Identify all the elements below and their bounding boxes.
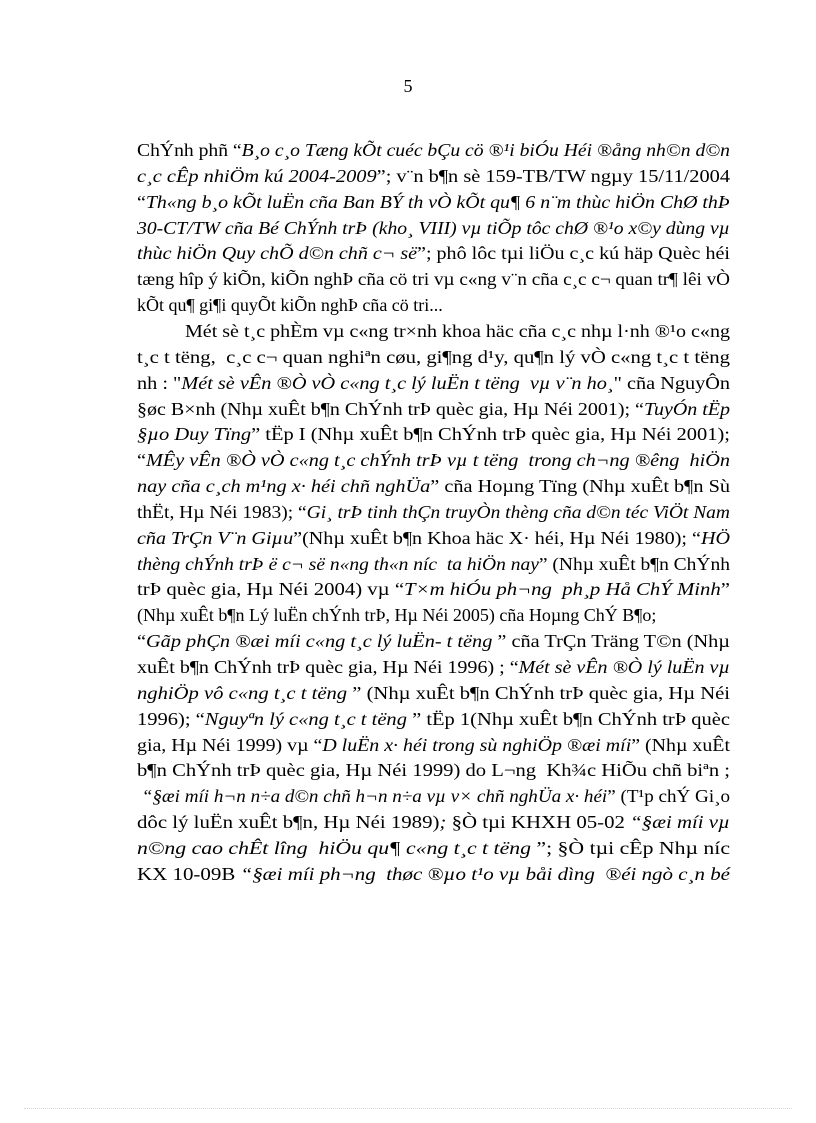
text-line: [137, 268, 730, 290]
italic-text-run: Mét sè vÊn ®Ò vÒ c«ng t¸c lý luËn t tëng vµ v¨n ho¸: [181, 373, 614, 393]
italic-text-run: “§æi míi ph¬ng thøc ®µo t¹o vµ båi dìng ®éi ngò c¸n bé: [240, 864, 730, 884]
text-line: [137, 863, 730, 885]
text-line: [137, 398, 730, 420]
italic-text-run: §µo Duy Tïng: [137, 424, 252, 444]
italic-text-run: n©ng cao chÊt lîng hiÖu qu¶ c«ng t¸c t tëng: [137, 838, 531, 858]
text-line: [137, 578, 730, 600]
italic-text-run: MÊy vÊn ®Ò vÒ c«ng t¸c chÝnh trÞ vµ t tëng trong ch¬ng ®êng hiÖn: [146, 450, 730, 470]
text-run: tæng hîp ý kiÕn, kiÕn nghÞ cña cö tri vµ c«ng v¨n cña c¸c c¬ quan tr¶ lêi vÒ: [137, 269, 730, 289]
italic-text-run: Nguyªn lý c«ng t¸c t tëng: [204, 709, 407, 729]
text-run: ChÝnh phñ “: [137, 140, 242, 160]
text-line: [185, 320, 730, 342]
text-run: §øc B×nh (Nhµ xuÊt b¶n ChÝnh trÞ quèc gia, Hµ Néi 2001); “: [137, 399, 644, 419]
text-run: nh : ": [137, 373, 182, 393]
text-run: “: [137, 631, 147, 651]
text-run: " cña NguyÔn: [613, 373, 731, 393]
page-bottom-divider: [24, 1108, 792, 1109]
text-run: Mét sè t¸c phÈm vµ c«ng tr×nh khoa häc cña c¸c nhµ l·nh ®¹o c«ng: [185, 321, 730, 341]
italic-text-run: “§æi míi h¬n n÷a d©n chñ h¬n n÷a vµ v× chñ nghÜa x· héi: [137, 786, 608, 806]
text-run: §Ò tµi KHXH 05-02: [446, 812, 631, 832]
text-run: ” (Nhµ xuÊt b¶n ChÝnh: [538, 554, 731, 574]
text-line: [137, 527, 730, 549]
italic-text-run: c¸c cÊp nhiÖm kú 2004-2009: [137, 166, 377, 186]
text-run: thËt, Hµ Néi 1983); “: [137, 502, 307, 522]
italic-text-run: 30-CT/TW cña Bé ChÝnh trÞ (kho¸ VIII) vµ tiÕp tôc chØ ®¹o x©y dùng vµ: [137, 218, 731, 238]
italic-text-run: thèng chÝnh trÞ ë c¬ së n«ng th«n níc ta hiÖn nay: [137, 554, 539, 574]
italic-text-run: TuyÓn tËp: [643, 399, 731, 419]
text-run: “: [137, 192, 146, 212]
text-run: ”; v¨n b¶n sè 159-TB/TW ngµy 15/11/2004: [376, 166, 730, 186]
text-run: ” tËp 1(Nhµ xuÊt b¶n ChÝnh trÞ quèc: [406, 709, 731, 729]
italic-text-run: cña TrÇn V¨n Giµu: [137, 528, 294, 548]
text-line: [137, 759, 730, 781]
italic-text-run: T×m hiÓu ph¬ng ph¸p Hå ChÝ Minh: [404, 579, 721, 599]
text-line: [137, 139, 730, 161]
text-run: ” (Nhµ xuÊt b¶n ChÝnh trÞ quèc gia, Hµ Néi: [347, 683, 731, 703]
italic-text-run: nghiÖp vô c«ng t¸c t tëng: [137, 683, 348, 703]
text-line: [137, 191, 730, 213]
text-line: [137, 423, 730, 445]
italic-text-run: Gãp phÇn ®æi míi c«ng t¸c lý luËn- t tëng: [146, 631, 493, 651]
text-line: [137, 475, 730, 497]
text-run: ”: [720, 579, 730, 599]
text-line: [137, 734, 730, 756]
italic-text-run: HÖ: [700, 528, 730, 548]
text-run: t¸c t tëng, c¸c c¬ quan nghiªn cøu, gi¶ng d¹y, qu¶n lý vÒ c«ng t¸c t tëng: [137, 347, 730, 367]
text-line: [137, 785, 730, 807]
italic-text-run: ;: [439, 812, 447, 832]
text-run: gia, Hµ Néi 1999) vµ “: [137, 735, 323, 755]
text-run: xuÊt b¶n ChÝnh trÞ quèc gia, Hµ Néi 1996) ; “: [137, 657, 519, 677]
text-line: [137, 449, 730, 471]
text-line: [137, 604, 656, 626]
text-run: (Nhµ xuÊt b¶n Lý luËn chÝnh trÞ, Hµ Néi 2005) cña Hoµng ChÝ B¶o;: [137, 605, 657, 625]
text-line: [137, 682, 730, 704]
text-line: [137, 346, 730, 368]
page-number: 5: [403, 76, 413, 96]
text-run: ”; phô lôc tµi liÖu c¸c kú häp Quèc héi: [417, 243, 730, 263]
text-run: ” cña Hoµng Tïng (Nhµ xuÊt b¶n Sù: [430, 476, 731, 496]
text-run: kÕt qu¶ gi¶i quyÕt kiÕn nghÞ cña cö tri...: [137, 295, 443, 315]
italic-text-run: nay cña c¸ch m¹ng x· héi chñ nghÜa: [137, 476, 431, 496]
text-line: [137, 501, 730, 523]
text-line: [137, 217, 730, 239]
text-run: trÞ quèc gia, Hµ Néi 2004) vµ “: [137, 579, 405, 599]
text-line: [137, 837, 730, 859]
text-run: ” (Nhµ xuÊt: [631, 735, 730, 755]
text-line: [137, 294, 443, 316]
text-line: [137, 553, 730, 575]
text-line: [137, 630, 730, 652]
text-run: 1996); “: [137, 709, 205, 729]
text-line: [137, 372, 730, 394]
text-run: ”; §Ò tµi cÊp Nhµ níc: [530, 838, 731, 858]
text-run: ” (T¹p chÝ Gi¸o: [607, 786, 731, 806]
text-run: ” cña TrÇn Träng T©n (Nhµ: [492, 631, 730, 651]
text-run: ”(Nhµ xuÊt b¶n Khoa häc X· héi, Hµ Néi 1980); “: [293, 528, 701, 548]
text-run: b¶n ChÝnh trÞ quèc gia, Hµ Néi 1999) do L¬ng Kh¾c HiÕu chñ biªn ;: [137, 760, 731, 780]
text-run: ” tËp I (Nhµ xuÊt b¶n ChÝnh trÞ quèc gia, Hµ Néi 2001);: [251, 424, 730, 444]
italic-text-run: Mét sè vÊn ®Ò lý luËn vµ: [518, 657, 730, 677]
text-run: “: [137, 450, 146, 470]
text-run: KX 10-09B: [137, 864, 241, 884]
italic-text-run: D luËn x· héi trong sù nghiÖp ®æi míi: [322, 735, 632, 755]
text-line: [137, 242, 730, 264]
text-line: [137, 811, 730, 833]
text-run: dôc lý luËn xuÊt b¶n, Hµ Néi 1989): [137, 812, 440, 832]
italic-text-run: B¸o c¸o Tæng kÕt cuéc bÇu cö ®¹i biÓu Héi ®ång nh©n d©n: [241, 140, 730, 160]
italic-text-run: thùc hiÖn Quy chÕ d©n chñ c¬ së: [137, 243, 418, 263]
text-line: [137, 656, 730, 678]
italic-text-run: Th«ng b¸o kÕt luËn cña Ban BÝ th vÒ kÕt qu¶ 6 n¨m thùc hiÖn ChØ thÞ: [145, 192, 730, 212]
text-line: [137, 708, 730, 730]
italic-text-run: “§æi míi vµ: [630, 812, 731, 832]
italic-text-run: Gi¸ trÞ tinh thÇn truyÒn thèng cña d©n téc ViÖt Nam: [306, 502, 730, 522]
text-line: [137, 165, 730, 187]
